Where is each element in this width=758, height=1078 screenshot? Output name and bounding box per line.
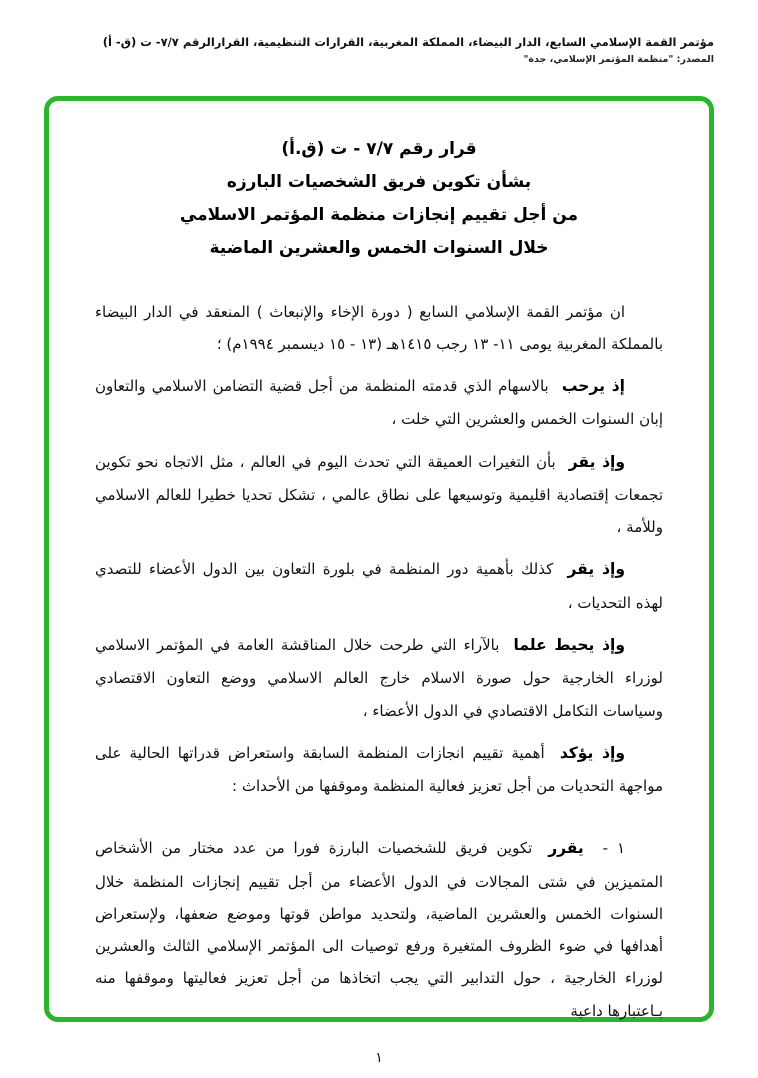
paragraph-lead: وإذ يحيط علما — [513, 636, 625, 654]
paragraph-recognizes — [95, 446, 663, 544]
paragraph-lead: وإذ يقر — [567, 560, 625, 579]
paragraph-takes-note — [95, 629, 663, 727]
paragraph-affirms — [95, 737, 663, 803]
paragraph-text: أهمية تقييم انجازات المنظمة السابقة واستعراض قدراتها الحالية على مواجهة التحديات من أجل تعزيز فعالية المنظمة وموقفها من الأحداث : — [95, 743, 663, 796]
paragraph-text: ان مؤتمر القمة الإسلامي السابع ( دورة الإخاء والإنبعاث ) المنعقد في الدار البيضاء بالمملكة المغربية يومى ١١- ١٣ رجب ١٤١٥هـ (١٣ - ١٥ ديسمبر ١٩٩٤م) ؛ — [95, 302, 663, 353]
title-line-2: بشأن تكوين فريق الشخصيات البارزه — [226, 172, 532, 193]
paragraph-text: كذلك بأهمية دور المنظمة في بلورة التعاون بين الدول الأعضاء للتصدي لهذه التحديات ، — [95, 560, 663, 612]
paragraph-text: بالآراء التي طرحت خلال المناقشة العامة في المؤتمر الاسلامي لوزراء الخارجية حول صورة الاسلام خارج العالم الاسلامي ووضع التعاون الاقتصادي وسياسات التكامل الاقتصادي في الدول الأعضاء ، — [95, 636, 663, 720]
page-number: ١ — [375, 1050, 383, 1066]
item-lead: يقرر — [548, 839, 584, 858]
numbered-item-1 — [95, 832, 663, 1027]
document-frame — [44, 96, 714, 1022]
title-line-3: من أجل تقييم إنجازات منظمة المؤتمر الاسلامي — [179, 205, 579, 226]
document-header — [44, 34, 714, 65]
paragraph-welcomes — [95, 370, 663, 436]
paragraph-lead: إذ يرحب — [561, 377, 625, 396]
header-source: المصدر: "منظمة المؤتمر الإسلامي، جدة" — [523, 54, 714, 66]
item-text: تكوين فريق للشخصيات البارزة فورا من عدد مختار من الأشخاص المتميزين في شتى المجالات في الدول الأعضاء من أجل تقييم إنجازات المنظمة خلال السنوات الخمس والعشرين الماضية، ولتحديد مواطن قوتها وموضع ضعفها، ولإستعراض أهدافها في ضوء الظروف المتغيرة ورفع توصيات الى المؤتمر الإسلامي الثالث والعشرين لوزراء الخارجية ، حول التدابير التي يجب اتخاذها من أجل تعزيز فعاليتها وموقفها منه بـاعتبارها داعية — [95, 839, 663, 1020]
title-line-1: قرار رقم ٧/٧ - ت (ق.أ) — [281, 139, 477, 159]
paragraph-text: بالاسهام الذي قدمته المنظمة من أجل قضية التضامن الاسلامي والتعاون إبان السنوات الخمس والعشرين التي خلت ، — [95, 377, 663, 429]
paragraph-text: بأن التغيرات العميقة التي تحدث اليوم في العالم ، مثل الاتجاه نحو تكوين تجمعات إقتصادية اقليمية وتوسيعها على نطاق عالمي ، تشكل تحديا خطيرا للعالم الاسلامي وللأمة ، — [95, 452, 663, 537]
title-line-4: خلال السنوات الخمس والعشرين الماضية — [209, 238, 549, 259]
paragraph-preamble — [95, 296, 663, 361]
paragraph-lead: وإذ يقر — [568, 452, 625, 471]
header-citation: مؤتمر القمة الإسلامي السابع، الدار البيضاء، المملكة المغربية، القرارات التنظيمية، القرارالرقم ٧/٧- ت (ق- أ) — [102, 35, 714, 49]
paragraph-recognizes-also — [95, 553, 663, 619]
paragraph-lead: وإذ يؤكد — [559, 743, 625, 762]
decision-title — [95, 133, 663, 266]
item-number: ١ - — [602, 839, 625, 858]
